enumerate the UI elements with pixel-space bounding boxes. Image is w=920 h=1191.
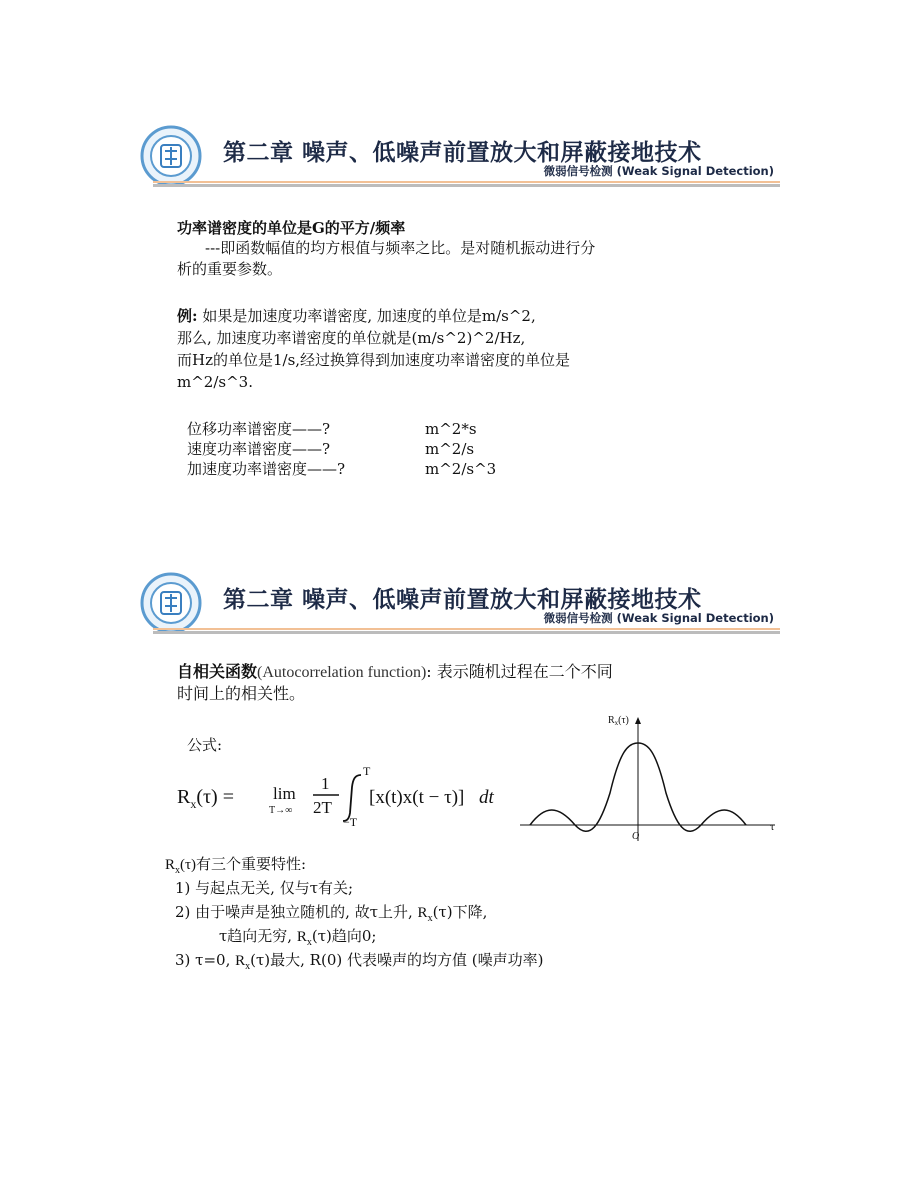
paragraph-line: 析的重要参数。 xyxy=(177,260,283,278)
property-2-text-b: (τ)下降, xyxy=(432,903,488,921)
paragraph-line: ---即函数幅值的均方根值与频率之比。是对随机振动进行分 xyxy=(205,239,596,257)
acf-label: 自相关函数 xyxy=(177,662,258,681)
slide-title: 第二章 噪声、低噪声前置放大和屏蔽接地技术 xyxy=(223,140,702,166)
table-cell-unit: m^2*s xyxy=(425,420,477,438)
y-axis-label: $R_x(\tau)$ xyxy=(608,715,629,727)
svg-text:−T: −T xyxy=(343,815,358,827)
svg-text:lim: lim xyxy=(273,784,296,803)
slide-subtitle: 微弱信号检测 (Weak Signal Detection) xyxy=(543,164,774,178)
property-2: 2) 由于噪声是独立随机的, 故τ上升, $R_x(\tau)$下降, xyxy=(175,903,488,924)
acf-definition xyxy=(177,662,613,683)
table-row xyxy=(187,460,496,479)
header-rule xyxy=(153,628,780,630)
university-logo-icon xyxy=(140,125,202,187)
svg-text:Rx(τ) =: $R_x(\tau)$ = xyxy=(177,786,234,811)
property-3: 3) τ=0, $R_x(\tau)$最大, R(0) 代表噪声的均方值 (噪声功率) xyxy=(175,951,544,972)
properties-title: $R_x(\tau)$有三个重要特性: xyxy=(165,855,307,876)
property-3-text: 3) τ=0, xyxy=(175,951,236,969)
slide-autocorrelation xyxy=(135,565,780,1005)
autocorrelation-plot xyxy=(520,713,780,843)
origin-label: O xyxy=(632,831,640,842)
x-axis-label: τ xyxy=(770,821,775,833)
table-cell-quantity: 速度功率谱密度——? xyxy=(187,440,331,458)
svg-text:dt: dt xyxy=(479,787,494,808)
formula-label: 公式: xyxy=(187,736,223,754)
header-rule xyxy=(153,181,780,183)
heading: 功率谱密度的单位是G的平方/频率 xyxy=(177,219,406,237)
table-cell-unit: m^2/s xyxy=(425,440,475,458)
table-cell-unit: m^2/s^3 xyxy=(425,460,497,478)
property-1: 1) 与起点无关, 仅与τ有关; xyxy=(175,879,354,897)
svg-text:T: T xyxy=(363,764,371,778)
y-axis-arrow xyxy=(635,717,641,724)
table-row xyxy=(187,440,474,459)
example-line: m^2/s^3. xyxy=(177,373,253,391)
svg-text:[x(t)x(t − τ)]: [x(t)x(t − τ)] xyxy=(369,787,465,808)
svg-text:T→∞: T→∞ xyxy=(269,805,293,816)
example-line xyxy=(177,306,536,326)
header-rule-shadow xyxy=(153,184,780,187)
example-text: 如果是加速度功率谱密度, 加速度的单位是m/s^2, xyxy=(197,307,536,325)
example-line: 那么, 加速度功率谱密度的单位就是(m/s^2)^2/Hz, xyxy=(177,329,526,347)
acf-english: (Autocorrelation function) xyxy=(257,664,427,681)
acf-definition-line2: 时间上的相关性。 xyxy=(177,684,306,703)
property-2-text-d: (τ)趋向0; xyxy=(311,927,377,945)
property-2-text: 2) 由于噪声是独立随机的, 故τ上升, xyxy=(175,903,418,921)
slide-subtitle: 微弱信号检测 (Weak Signal Detection) xyxy=(543,611,774,625)
acf-description: : 表示随机过程在二个不同 xyxy=(426,662,613,681)
property-2-text-c: τ趋向无穷, xyxy=(219,927,297,945)
properties-title-text: 有三个重要特性: xyxy=(196,855,307,873)
svg-text:1: 1 xyxy=(321,774,330,793)
university-logo-icon xyxy=(140,572,202,634)
table-cell-quantity: 位移功率谱密度——? xyxy=(187,420,331,438)
table-row xyxy=(187,420,477,439)
property-3-text-b: (τ)最大, R(0) 代表噪声的均方值 (噪声功率) xyxy=(250,951,544,969)
autocorrelation-formula xyxy=(175,763,505,827)
slide-power-spectral-density xyxy=(135,118,780,518)
slide-title: 第二章 噪声、低噪声前置放大和屏蔽接地技术 xyxy=(223,587,702,613)
example-label: 例: xyxy=(177,307,198,325)
svg-text:2T: 2T xyxy=(313,798,332,817)
header-rule-shadow xyxy=(153,631,780,634)
table-cell-quantity: 加速度功率谱密度——? xyxy=(187,460,346,478)
example-line: 而Hz的单位是1/s,经过换算得到加速度功率谱密度的单位是 xyxy=(177,351,571,369)
property-2-cont: τ趋向无穷, $R_x(\tau)$趋向0; xyxy=(219,927,377,948)
